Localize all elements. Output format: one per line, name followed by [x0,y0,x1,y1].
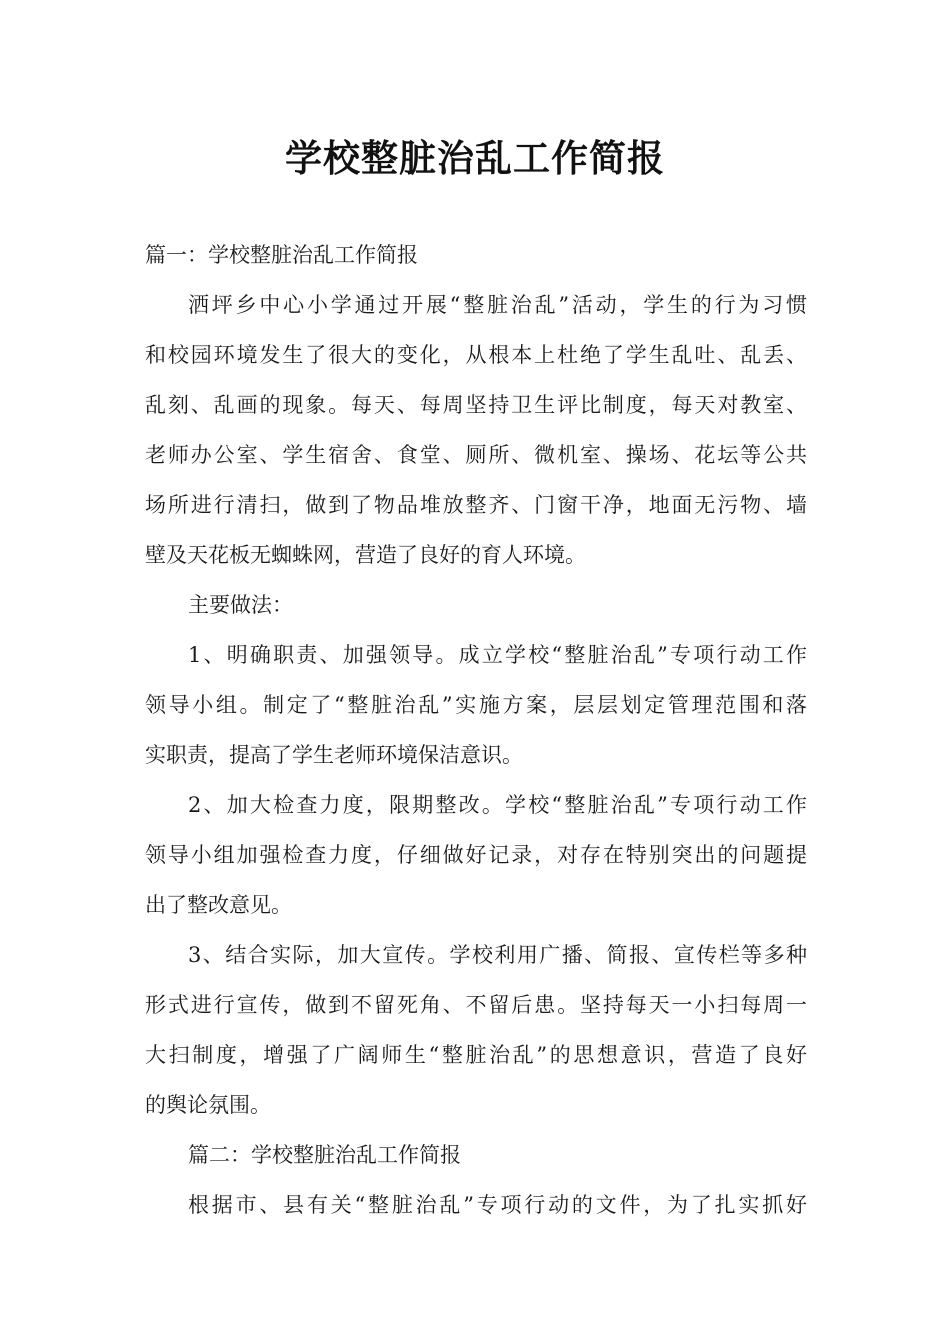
text-line: 实职责，提高了学生老师环境保洁意识。 [145,743,523,767]
text-line: 1、明确职责、加强领导。成立学校“整脏治乱”专项行动工作 [188,643,807,667]
text-line: 主要做法： [188,593,293,617]
text-line: 壁及天花板无蜘蛛网，营造了良好的育人环境。 [145,543,586,567]
text-line: 根据市、县有关“整脏治乱”专项行动的文件，为了扎实抓好 [188,1193,807,1217]
text-line: 场所进行清扫，做到了物品堆放整齐、门窗干净，地面无污物、墙 [145,493,807,517]
text-line: 洒坪乡中心小学通过开展“整脏治乱”活动，学生的行为习惯 [188,293,807,317]
text-line: 乱刻、乱画的现象。每天、每周坚持卫生评比制度，每天对教室、 [145,393,807,417]
text-line: 出了整改意见。 [145,893,292,917]
text-line: 老师办公室、学生宿舍、食堂、厕所、微机室、操场、花坛等公共 [145,443,807,467]
document-body [145,230,807,1230]
text-line: 和校园环境发生了很大的变化，从根本上杜绝了学生乱吐、乱丢、 [145,343,807,367]
text-line: 形式进行宣传，做到不留死角、不留后患。坚持每天一小扫每周一 [145,993,807,1017]
text-line: 篇二：学校整脏治乱工作简报 [188,1143,461,1167]
text-line: 领导小组加强检查力度，仔细做好记录，对存在特别突出的问题提 [145,843,807,867]
text-line: 篇一：学校整脏治乱工作简报 [145,243,418,267]
text-line: 3、结合实际，加大宣传。学校利用广播、简报、宣传栏等多种 [188,943,807,967]
text-line: 领导小组。制定了“整脏治乱”实施方案，层层划定管理范围和落 [145,693,807,717]
text-line: 2、加大检查力度，限期整改。学校“整脏治乱”专项行动工作 [188,793,807,817]
text-line: 的舆论氛围。 [145,1093,271,1117]
text-line: 大扫制度，增强了广阔师生“整脏治乱”的思想意识，营造了良好 [145,1043,807,1067]
document-title: 学校整脏治乱工作简报 [285,137,665,180]
